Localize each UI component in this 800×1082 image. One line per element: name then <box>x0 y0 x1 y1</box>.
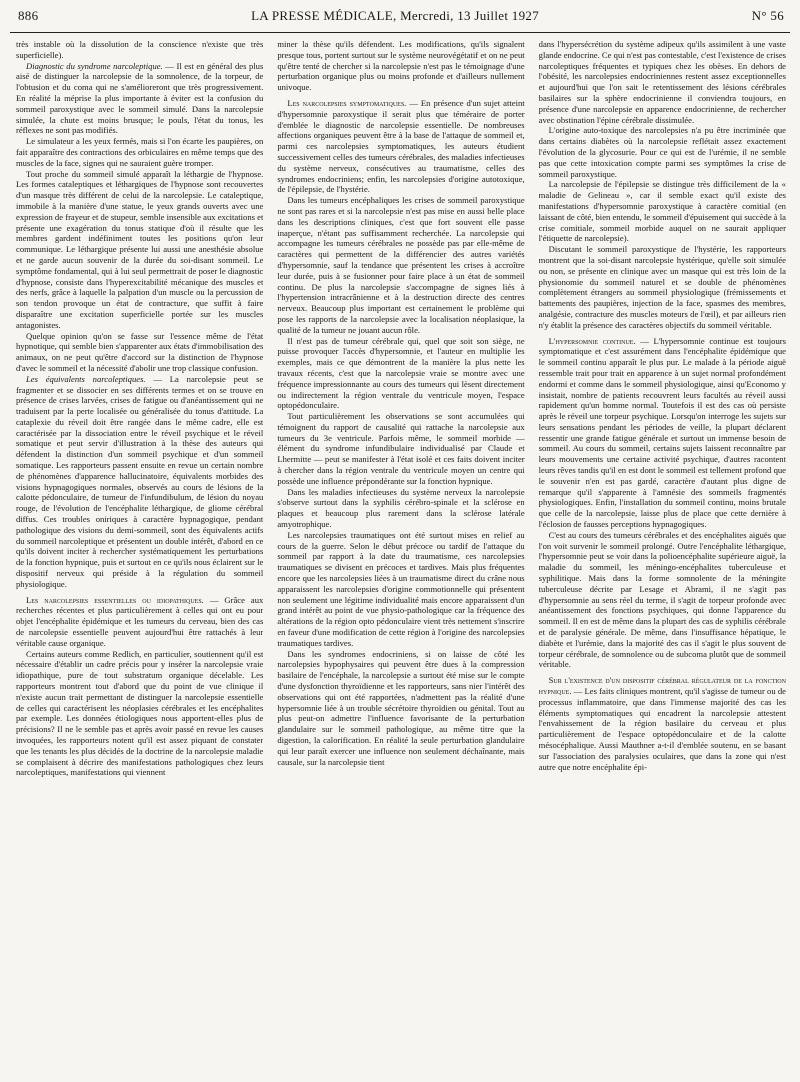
paragraph <box>16 374 263 590</box>
paragraph <box>16 331 263 374</box>
paragraph <box>277 39 524 93</box>
paragraph <box>277 195 524 335</box>
paragraph <box>16 169 263 331</box>
paragraph-text: C'est au cours des tumeurs cérébrales et des encéphalites aiguës que l'on voit survenir le sommeil prolongé. Outre l'encéphalite léthargique, l'hypersomnie peut se voir dans la polioencéphalite supérieure aiguë, la maladie du sommeil, les méningo-encéphalites tuberculeuse et syphilitique. Mais dans la forme somnolente de la méningite tuberculeuse décrite par Lesage et Abrami, il ne s'agit pas d'hypersomnie au sens réel du terme, il s'agit de torpeur profonde avec anéantissement des fonctions psychiques, qui donne l'apparence du sommeil. Il en est de même dans la plupart des cas de syphilis cérébrale et de paralysie générale. De même, dans l'insuffisance hépatique, le diabète et l'urémie, dans la majorité des cas il s'agit le plus souvent de torpeur cérébrale, de somnolence ou de subcoma plutôt que de sommeil véritable. <box>538 529 786 670</box>
section-heading: Les narcolepsies essentielles ou idiopathiques. <box>26 594 204 605</box>
paragraph-text: dans l'hypersécrétion du système adipeux qu'ils assimilent à une vaste glande endocrine. Ce qui n'est pas contestable, c'est l'existence de crises narcoleptiques fréquentes et typiques chez les obèses. En dehors de l'obésité, les narcolepsies endocriniennes restent assez exceptionnelles et aujourd'hui que l'on sait le retentissement des lésions cérébrales basilaires sur la sphère endocrinienne il conviendra toujours, en présence d'une narcolepsie en apparence endocrinienne, de rechercher avec obstination l'épine cérébrale dissimulée. <box>538 39 786 125</box>
paragraph <box>539 530 786 670</box>
paragraph-text: — Il est en général des plus aisé de distinguer la narcolepsie de la somnolence, de la torpeur, de l'obtusion et du coma qui ne s'amélioreront que très progressivement. En réalité la méprise la plus importante à éviter est la confusion du sommeil paroxystique avec le sommeil simulé. Dans la narcolepsie simulée, la chute est moins brusque; le pouls, l'état du tonus, les réflexes ne sont pas modifiés. <box>16 60 264 136</box>
page-number: 886 <box>18 8 39 23</box>
paragraph <box>16 39 263 61</box>
section-heading: Les équivalents narcoleptiques. <box>26 373 146 384</box>
publication-title: LA PRESSE MÉDICALE, Mercredi, 13 Juillet 1927 <box>251 8 539 23</box>
paragraph <box>539 39 786 125</box>
paragraph-text: très instable où la dissolution de la conscience n'existe que très superficielle). <box>16 39 264 60</box>
paragraph-text: Dans les syndromes endocriniens, si on laisse de côté les narcolepsies hypophysaires qui peuvent être dues à la compression basilaire de l'encéphale, la narcolepsie a surtout été mise sur le compte d'une dysfonction thyroïdienne et les rapporteurs, sans nier l'intérêt des observations qui ont été rapportées, n'admettent pas la réalité d'une hypersomnie liée à un trouble sécrétoire thyroïdien ou génital. Tout au plus peut-on admettre l'influence favorisante de la perturbation glandulaire sur le sommeil pathologique, au même titre que la digestion, la calorification. En réalité la seule perturbation glandulaire qui leur paraît exercer une influence non seulement déchaînante, mais causale, sur la narcolepsie tient <box>277 648 525 767</box>
paragraph <box>277 487 524 530</box>
paragraph-text: Tout particulièrement les observations se sont accumulées qui témoignent du rapport de causalité qui rattache la narcolepsie aux tumeurs du 3e ventricule. Parfois même, le sommeil morbide — élément du syndrome infundibulaire individualisé par Claude et Lhermitte — peut se manifester à l'état isolé et ces faits doivent inciter à chercher dans la région ventrale du ventricule moyen un centre qui possède une influence prépondérante sur la fonction hypnique. <box>277 411 525 486</box>
paragraph-text: — L'hypersomnie continue est toujours symptomatique et c'est assurément dans l'encéphalite épidémique que le sommeil continu apparaît le plus pur. Le malade à la période aiguë ressemble trait pour trait en apparence à un sujet normal profondément endormi et comme dans le sommeil physiologique, ainsi qu'Economo y insistait, nombre de patients recouvrent leurs facultés au réveil aussi rapidement qu'un homme normal. Toutefois il est des cas où persiste après le réveil une torpeur psychique. Lorsqu'on interroge les sujets sur leurs sensations pendant les périodes de veille, la plupart déclarent ressentir une grande fatigue générale et surtout un immense besoin de sommeil. Au cours du sommeil, certains sujets laissent reconnaître par leurs mouvements une certaine activité psychique, d'autres racontent leurs rêves tandis qu'il en est dont le sommeil est tellement profond que le souvenir n'en est pas gardé, caractère d'autant plus digne de remarque qu'il s'apparente à l'amnésie des sommeils fragmentés physiologiques. Enfin, l'installation du sommeil continu, moins brutale que celle de la narcolepsie, laisse plus de place que cette dernière à l'éclosion de fausses perceptions hypnagogiques. <box>538 335 786 530</box>
paragraph <box>277 98 524 195</box>
text-column-1 <box>16 39 263 1079</box>
text-column-2 <box>277 39 524 1079</box>
section-heading: Les narcolepsies symptomatiques. <box>287 97 407 108</box>
paragraph-text: — Grâce aux recherches récentes et plus particulièrement à celles qui ont eu pour objet l'encéphalite épidémique et les tumeurs du cerveau, bien des cas de narcolepsie essentielle peuvent aujourd'hui être rattachés à leur véritable cause organique. <box>16 594 264 648</box>
issue-number: N° 56 <box>751 8 784 23</box>
paragraph <box>277 649 524 768</box>
text-column-3 <box>539 39 786 1079</box>
paragraph <box>539 675 786 772</box>
paragraph <box>16 61 263 137</box>
paragraph-text: Certains auteurs comme Redlich, en particulier, soutiennent qu'il est nécessaire d'établir un cadre précis pour y insérer la narcolepsie vraie idiopathique, pure de tout substratum organique décelable. Les rapporteurs montrent tout d'abord que du point de vue clinique il n'existe aucun trait permettant de distinguer la narcolepsie essentielle de celles qui caractérisent les néoplasies cérébrales et les encéphalites par exemple. Les données étiologiques nous apportent-elles plus de précisions? Il ne le semble pas et après avoir passé en revue les causes invoquées, les rapporteurs notent qu'il est assez piquant de constater que les tenants les plus décidés de la doctrine de la narcolepsie maladie se complaisent à décrire des manifestations pathologiques chez leurs narcoleptiques, manifestations qui viennent <box>16 648 264 778</box>
paragraph <box>16 595 263 649</box>
article-columns <box>10 33 790 1079</box>
section-heading: Diagnostic du syndrome narcoleptique. <box>26 60 163 71</box>
paragraph <box>539 244 786 330</box>
paragraph <box>277 336 524 412</box>
paragraph-text: Discutant le sommeil paroxystique de l'hystérie, les rapporteurs montrent que la soi-disant narcolepsie hystérique, qu'elle soit simulée ou non, se présente en clinique avec un masque qui est très loin de la physionomie du sommeil naturel et se double de phénomènes complètement étrangers au sommeil physiologique (frémissements et battements des paupières, injection de la face, spasmes des membres, analgésie, contracture des muscles moteurs de l'œil), et par ailleurs rien n'y établit la présence des caractères objectifs du sommeil véritable. <box>538 244 786 330</box>
paragraph-text: Dans les tumeurs encéphaliques les crises de sommeil paroxystique ne sont pas rares et si la narcolepsie n'est pas mise en aussi belle place dans les descriptions cliniques, c'est que fort souvent elle passe inaperçue, n'étant pas suffisamment recherchée. La narcolepsie qui accompagne les tumeurs cérébrales ne possède pas par elle-même de caractères qui permettent de la différencier des autres variétés d'hypersomnie, sauf la tendance que présentent les crises à accroître leur durée, puis à se fusionner pour faire place à un état de sommeil continu. De plus la narcolepsie s'accompagne de signes liés à l'hypertension intracrânienne et à la destruction directe des centres nerveux. Beaucoup plus important est certainement le problème qui pose les rapports de la narcolepsie avec la localisation néoplasique, la qualité de la tumeur ne jouant aucun rôle. <box>277 195 525 335</box>
paragraph-text: L'origine auto-toxique des narcolepsies n'a pu être incriminée que dans certains diabètes où la narcolepsie reflétait assez exactement l'évolution de la glycosurie. Pour ce qui est de l'urémie, il ne semble pas que cette intoxication compte parmi ses symptômes la crise de sommeil paroxystique. <box>538 125 786 179</box>
paragraph-text: Il n'est pas de tumeur cérébrale qui, quel que soit son siège, ne puisse provoquer l'accès d'hypersomnie, et l'auteur en multiplie les exemples, mais ce que démontrent de la manière la plus nette les travaux récents, c'est que la narcolepsie vraie se montre avec une fréquence impressionnante au cours des tumeurs qui lèsent directement ou indirectement la région ventrale du ventricule moyen, l'espace optopédonculaire. <box>277 335 525 411</box>
paragraph-text: Le simulateur a les yeux fermés, mais si l'on écarte les paupières, on fait apparaître des contractions des orbiculaires en même temps que des muscles de la face, signes qui ne sauraient guère tromper. <box>16 136 264 168</box>
paragraph-text: Les narcolepsies traumatiques ont été surtout mises en relief au cours de la guerre. Selon le début précoce ou tardif de l'attaque du sommeil par rapport à la date du traumatisme, ces narcolepsies traumatiques se divisent en précoces et tardives. Mais plus fréquentes encore que les narcolepsies liées à un traumatisme direct du crâne nous apparaissent les narcolepsies d'origine commotionnelle qui présentent non seulement une légitime individualité mais encore apparaissent d'un grand intérêt au point de vue physio-pathologique car la fréquence des altérations de la région opto pédonculaire vient très nettement s'inscrire en faveur d'une modification de cette région à l'origine des narcolepsies traumatiques tardives. <box>277 529 525 648</box>
paragraph <box>277 411 524 487</box>
paragraph <box>16 649 263 779</box>
paragraph <box>539 125 786 179</box>
page-header <box>10 0 790 33</box>
paragraph <box>16 136 263 168</box>
section-heading: Sur l'existence d'un dispositif cérébral régulateur de la fonction hypnique. <box>538 675 786 697</box>
paragraph <box>539 336 786 530</box>
section-heading: L'hypersomnie continue. <box>548 335 636 346</box>
paragraph-text: — La narcolepsie peut se fragmenter et se dissocier en ses différents termes et on se trouve en présence de crises larvées, crises de fatigue ou d'anéantissement qui ne traduisent par la perte localisée ou généralisée du tonus d'attitude. La cataplexie du réveil doit être rangée dans le même cadre, elle est caractérisée par la dissociation entre le réveil psychique et le réveil somatique et peut servir d'illustration à la thèse des auteurs qui défendent la distinction d'un sommeil psychique et d'un sommeil somatique. Les rapporteurs passent ensuite en revue un certain nombre de phénomènes d'apparence hallucinatoire, équivalents morbides des visions hypnagogiques normales, observés au cours de lésions de la calotte pédonculaire, de tumeur de l'infundibulum, de lésion du noyau rouge, de l'évolution de l'encéphalite léthargique, de gliome cérébral diffus. Ces troubles oniriques à caractère hypnagogique, pendant pathologique des visions du demi-sommeil, sont des équivalents actifs du sommeil narcoleptique et présentent un double intérêt, d'abord en ce qu'ils doivent inciter à rechercher systématiquement les perturbations de la fonction hypnique, puis et surtout en ce qu'ils nous éclairent sur le dispositif nerveux qui préside à la régulation du sommeil physiologique. <box>16 373 264 589</box>
paragraph-text: — En présence d'un sujet atteint d'hypersomnie paroxystique il serait plus que téméraire de porter d'emblée le diagnostic de narcolepsie essentielle. De nombreuses affections organiques peuvent être à la base de l'attaque de sommeil et, parmi ces narcolepsies symptomatiques, les auteurs étudient successivement celles des tumeurs cérébrales, des maladies infectieuses du système nerveux, consécutives au traumatisme, celles des syndromes endocriniens; enfin, les narcolepsies d'origine autotoxique, de l'épilepsie, de l'hystérie. <box>277 97 525 195</box>
paragraph-text: — Les faits cliniques montrent, qu'il s'agisse de tumeur ou de processus inflammatoire, que dans l'immense majorité des cas les éléments symptomatiques qui encadrent la narcolepsie attestent l'envahissement de la région basilaire du cerveau et plus particulièrement de l'espace optopédonculaire et de la calotte mésocéphalique. Aussi Mauthner a-t-il d'emblée soutenu, en se basant sur l'association des paralysies oculaires, que dans la zone qui n'est autre que notre encéphalite épi- <box>538 686 786 772</box>
paragraph-text: Dans les maladies infectieuses du système nerveux la narcolepsie s'observe surtout dans la syphilis cérébro-spinale et la sclérose en plaques et beaucoup plus rarement dans la sclérose latérale amyotrophique. <box>277 486 525 530</box>
paragraph-text: Quelque opinion qu'on se fasse sur l'essence même de l'état hypnotique, qui semble bien s'apparenter aux états d'immobilisation des animaux, on ne peut qu'être d'accord sur la distinction de l'hypnose d'avec le sommeil et la nécessité d'abolir une trop classique confusion. <box>16 330 264 373</box>
paragraph-text: La narcolepsie de l'épilepsie se distingue très difficilement de la « maladie de Gelineau », car il semble exact qu'il existe des manifestations d'hypersomnie paroxystique à caractère comitial (en laissant de côté, bien entendu, le sommeil d'épuisement qui succède à la crise comitiale, sommeil morbide auquel on ne saurait appliquer l'étiquette de narcolepsie). <box>538 179 786 244</box>
paragraph <box>277 530 524 649</box>
paragraph-text: Tout proche du sommeil simulé apparaît la léthargie de l'hypnose. Les formes cataleptiques et léthargiques de l'hypnose sont recouvertes d'un masque très différent de celui de la narcolepsie. Le cataleptique, immobile à la manière d'une statue, le yeux grands ouverts avec une expression de frayeur et de stupeur, semble insensible aux excitations et présente une exagération du tonus statique d'où il résulte que les membres gardent indéfiniment toutes les positions qu'on leur communique. Le léthargique présente lui aussi une anesthésie absolue et ne garde aucun souvenir de la durée du soi-disant sommeil. Le symptôme fondamental, qui à lui seul permettrait de poser le diagnostic d'hypnose, consiste dans l'hyperexcitabilité mécanique des muscles et des nerfs, grâce à laquelle la palpation d'un muscle ou la percussion de son tendon provoque un état de contracture, que suffit à faire disparaître une excitation superficielle portée sur les muscles antagonistes. <box>16 168 264 330</box>
paragraph-text: miner la thèse qu'ils défendent. Les modifications, qu'ils signalent presque tous, portent surtout sur le système neurovégétatif et on ne peut qu'être tenté de chercher si la narcolepsie n'est pas le témoignage d'une perturbation organique plus ou moins profonde et d'ailleurs nullement univoque. <box>277 39 525 93</box>
paragraph <box>539 179 786 244</box>
